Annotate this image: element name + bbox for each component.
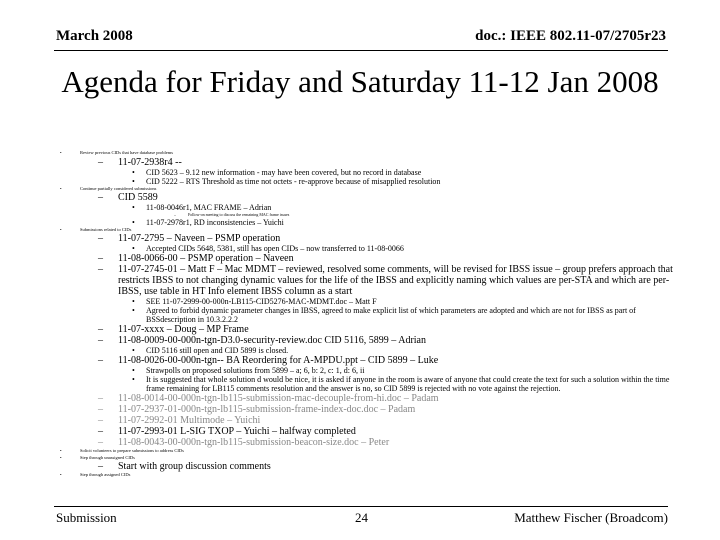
agenda-item-text: Step through assigned CIDs xyxy=(80,472,131,478)
agenda-item xyxy=(60,355,678,366)
agenda-item-text: 11-07-2992-01 Multimode – Yuichi xyxy=(118,415,261,427)
bullet-marker: – xyxy=(98,264,103,276)
agenda-item xyxy=(60,253,678,264)
bullet-marker: • xyxy=(60,185,62,191)
bullet-marker: • xyxy=(132,203,135,212)
agenda-item-text: 11-08-0043-00-000n-tgn-lb115-submission-beacon-size.doc – Peter xyxy=(118,437,390,449)
bullet-marker: – xyxy=(98,415,103,427)
agenda-list xyxy=(60,150,678,479)
bullet-marker: • xyxy=(60,226,62,232)
agenda-item-text: 11-07-2795 – Naveen – PSMP operation xyxy=(118,233,281,245)
agenda-item xyxy=(60,218,678,227)
agenda-item-text: 11-08-0066-00 – PSMP operation – Naveen xyxy=(118,253,294,265)
agenda-item-text: Start with group discussion comments xyxy=(118,461,271,473)
agenda-item xyxy=(60,335,678,346)
agenda-item-text: 11-08-0046r1, MAC FRAME – Adrian xyxy=(146,203,272,212)
agenda-item-text: Strawpolls on proposed solutions from 5899 – a; 6, b: 2, c: 1, d: 6, ii xyxy=(146,366,365,376)
agenda-item xyxy=(60,426,678,437)
agenda-item-text: Agreed to forbid dynamic parameter changes in IBSS, agreed to make explicit list of which parameters are adopted and which are not for IBSS as part of BSSdescription in 10.3.2.2.2 xyxy=(146,306,636,325)
bullet-marker: – xyxy=(98,426,103,438)
agenda-item-text: 11-07-2937-01-000n-tgn-lb115-submission-frame-index-doc.doc – Padam xyxy=(118,404,416,416)
agenda-item-text: 11-07-xxxx – Doug – MP Frame xyxy=(118,324,249,336)
agenda-item xyxy=(60,203,678,212)
bullet-marker: • xyxy=(60,448,62,454)
agenda-item-text: Solicit volunteers to prepare submissions to address CIDs xyxy=(80,448,184,454)
agenda-item xyxy=(60,472,678,479)
header-rule xyxy=(54,50,668,51)
agenda-item xyxy=(60,375,678,393)
agenda-item-text: Accepted CIDs 5648, 5381, still has open CIDs – now transferred to 11-08-0066 xyxy=(146,244,404,254)
agenda-item xyxy=(60,324,678,335)
agenda-item-text: 11-07-2745-01 – Matt F – Mac MDMT – reviewed, resolved some comments, will be revised for IBSS issue – group prefers approach that restricts IBSS to not changing dynamic values for the life of the IBSS and explicitly naming which values are per-STA and which are per-IBSS, use table in HT Info element IBSS column as a start xyxy=(118,264,673,298)
bullet-marker: • xyxy=(132,346,135,356)
agenda-item-text: It is suggested that whole solution d would be nice, it is asked if anyone in the room is aware of anyone that could create the text for such a solution within the time frame remaining for LB115 comments resolution and the answer is no, so CID 5899 is rejected with no vote against the rejection. xyxy=(146,375,670,394)
bullet-marker: – xyxy=(174,212,176,217)
agenda-item xyxy=(60,233,678,244)
footer-submission: Submission xyxy=(56,510,117,525)
slide-title: Agenda for Friday and Saturday 11-12 Jan 2008 xyxy=(61,64,659,99)
agenda-item-text: Submissions related to CIDs xyxy=(80,226,132,232)
bullet-marker: – xyxy=(98,233,103,245)
agenda-item-text: 11-08-0014-00-000n-tgn-lb115-submission-mac-decouple-from-hi.doc – Padam xyxy=(118,393,439,405)
agenda-item-text: 11-08-0026-00-000n-tgn-- BA Reordering for A-MPDU.ppt – CID 5899 – Luke xyxy=(118,355,439,367)
agenda-item xyxy=(60,461,678,472)
bullet-marker: – xyxy=(98,253,103,265)
bullet-marker: – xyxy=(98,156,103,168)
bullet-marker: • xyxy=(132,167,135,177)
agenda-item-text: CID 5116 still open and CID 5899 is closed. xyxy=(146,346,289,356)
agenda-item xyxy=(60,437,678,448)
bullet-marker: • xyxy=(132,176,135,186)
agenda-item xyxy=(60,168,678,177)
agenda-item xyxy=(60,404,678,415)
bullet-marker: • xyxy=(60,472,62,478)
bullet-marker: – xyxy=(98,404,103,416)
bullet-marker: • xyxy=(132,366,135,376)
agenda-item-text: Review previous CIDs that have database problems xyxy=(80,150,173,155)
agenda-item xyxy=(60,415,678,426)
header-doc-id: doc.: IEEE 802.11-07/2705r23 xyxy=(475,28,666,44)
bullet-marker: – xyxy=(98,192,103,203)
agenda-item-text: 11-07-2978r1, RD inconsistencies – Yuichi xyxy=(146,217,284,227)
agenda-item-text: Follow-on meeting to discuss the remaining MAC frame issues xyxy=(188,212,290,217)
agenda-item-text: 11-07-2938r4 -- xyxy=(118,156,182,168)
bullet-marker: • xyxy=(132,297,135,307)
footer-rule xyxy=(54,506,668,507)
agenda-item xyxy=(60,393,678,404)
bullet-marker: • xyxy=(132,217,135,227)
bullet-marker: • xyxy=(60,150,62,155)
footer-author: Matthew Fischer (Broadcom) xyxy=(514,510,668,525)
bullet-marker: • xyxy=(132,244,135,254)
agenda-item-text: Continue partially considered submissions xyxy=(80,185,157,191)
bullet-marker: • xyxy=(132,306,135,316)
agenda-item xyxy=(60,244,678,253)
agenda-item xyxy=(60,177,678,186)
agenda-item xyxy=(60,157,678,168)
header-date: March 2008 xyxy=(56,28,133,44)
agenda-item xyxy=(60,264,678,297)
bullet-marker: – xyxy=(98,437,103,449)
agenda-item-text: CID 5623 – 9.12 new information - may have been covered, but no record in database xyxy=(146,167,422,177)
bullet-marker: – xyxy=(98,324,103,336)
agenda-item-text: SEE 11-07-2999-00-000n-LB115-CID5276-MAC-MDMT.doc – Matt F xyxy=(146,297,377,307)
agenda-item xyxy=(60,297,678,306)
bullet-marker: – xyxy=(98,355,103,367)
agenda-item xyxy=(60,306,678,324)
bullet-marker: • xyxy=(132,375,135,385)
agenda-item xyxy=(60,346,678,355)
agenda-item-text: Step through unassigned CIDs xyxy=(80,454,135,460)
agenda-item-text: CID 5589 xyxy=(118,192,158,203)
bullet-marker: – xyxy=(98,393,103,405)
bullet-marker: • xyxy=(60,454,62,460)
agenda-item-text: CID 5222 – RTS Threshold as time not octets - re-approve because of misapplied resolution xyxy=(146,176,441,186)
bullet-marker: – xyxy=(98,461,103,473)
agenda-item-text: 11-07-2993-01 L-SIG TXOP – Yuichi – halfway completed xyxy=(118,426,356,438)
bullet-marker: – xyxy=(98,335,103,347)
page-number: 24 xyxy=(355,510,368,525)
agenda-item xyxy=(60,192,678,203)
agenda-item-text: 11-08-0009-00-000n-tgn-D3.0-security-review.doc CID 5116, 5899 – Adrian xyxy=(118,335,426,347)
agenda-item xyxy=(60,366,678,375)
